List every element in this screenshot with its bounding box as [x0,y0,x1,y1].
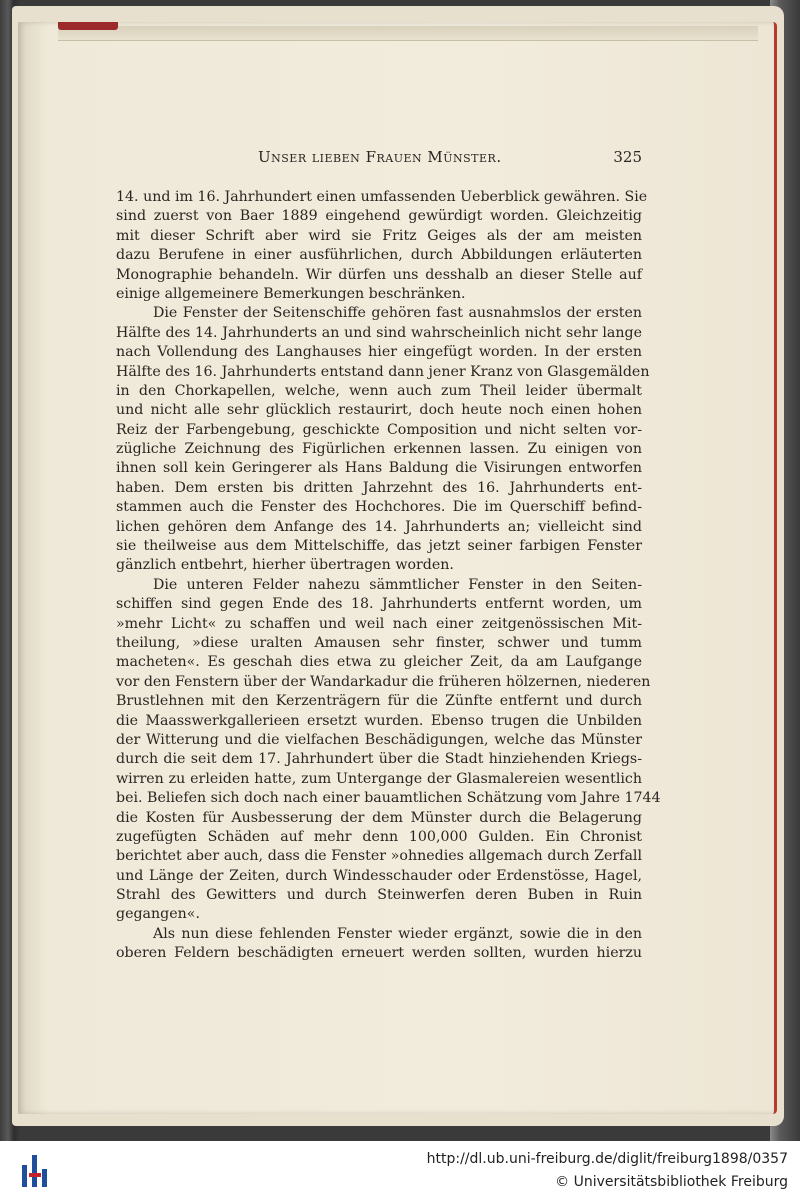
text-line: dazu Berufene in einer ausführlichen, durch Abbildungen erläuterten [116,247,642,264]
text-line: in den Chorkapellen, welche, wenn auch zum Theil leider übermalt [116,382,642,399]
text-line: durch die seit dem 17. Jahrhundert über die Stadt hinziehenden Kriegs- [116,751,642,768]
text-line: nach Vollendung des Langhauses hier eingefügt worden. In der ersten [116,344,642,361]
text-line: einige allgemeinere Bemerkungen beschränken. [116,285,466,302]
bookmark-ribbon [58,22,118,30]
text-line: Reiz der Farbengebung, geschickte Composition und nicht selten vor- [116,421,642,438]
text-line: vor den Fenstern über der Wandarkadur die früheren hölzernen, niederen [116,673,651,690]
text-line: stammen auch die Fenster des Hochchores. Die im Querschiff befind- [116,499,642,516]
body-text [116,188,661,964]
text-line: lichen gehören dem Anfange des 14. Jahrhunderts an; vielleicht sind [116,518,642,535]
page-header [116,148,642,170]
copyright-text: © Universitätsbibliothek Freiburg [555,1174,788,1190]
text-line: Strahl des Gewitters und durch Steinwerfen deren Buben in Ruin [116,887,642,904]
text-line: die Maasswerkgallerieen ersetzt wurden. Ebenso trugen die Unbilden [116,712,642,729]
text-line: mit dieser Schrift aber wird sie Fritz Geiges als der am meisten [116,227,642,244]
source-url[interactable]: http://dl.ub.uni-freiburg.de/diglit/freiburg1898/0357 [426,1151,788,1167]
text-line: Die Fenster der Seitenschiffe gehören fast ausnahmslos der ersten [153,305,642,322]
text-line: schiffen sind gegen Ende des 18. Jahrhunderts entfernt worden, um [116,596,642,613]
text-line: Die unteren Felder nahezu sämmtlicher Fenster in den Seiten- [153,576,642,593]
text-line: macheten«. Es geschah dies etwa zu gleicher Zeit, da am Laufgange [116,654,642,671]
text-line: Hälfte des 16. Jahrhunderts entstand dann jener Kranz von Glasgemälden [116,363,650,380]
text-line: oberen Feldern beschädigten erneuert werden sollten, wurden hierzu [116,945,642,962]
text-line: wirren zu erleiden hatte, zum Untergange der Glasmalereien wesentlich [116,770,642,787]
running-head: Unser lieben Frauen Münster. [258,148,502,166]
text-line: und Länge der Zeiten, durch Windesschauder oder Erdenstösse, Hagel, [116,867,642,884]
text-line: und nicht alle sehr glücklich restaurirt, doch heute noch einen hohen [116,402,642,419]
text-line: theilung, »diese uralten Amausen sehr finster, schwer und tumm [116,634,642,651]
text-line: berichtet aber auch, dass die Fenster »ohnedies allgemach durch Zerfall [116,848,642,865]
text-line: Brustlehnen mit den Kerzenträgern für die Zünfte entfernt und durch [116,693,642,710]
text-line: Als nun diese fehlenden Fenster wieder ergänzt, sowie die in den [153,925,642,942]
page-number: 325 [613,148,642,166]
text-line: bei. Beliefen sich doch nach einer bauamtlichen Schätzung vom Jahre 1744 [116,790,661,807]
text-line: Monographie behandeln. Wir dürfen uns desshalb an dieser Stelle auf [116,266,642,283]
text-line: »mehr Licht« zu schaffen und weil nach einer zeitgenössischen Mit- [116,615,642,632]
text-line: gänzlich entbehrt, hierher übertragen worden. [116,557,454,574]
text-line: 14. und im 16. Jahrhundert einen umfassenden Ueberblick gewähren. Sie [116,189,648,205]
text-line: ihnen soll kein Geringerer als Hans Baldung die Visirungen entworfen [116,460,642,477]
text-line: die Kosten für Ausbesserung der dem Münster durch die Belagerung [116,809,642,826]
text-line: sind zuerst von Baer 1889 eingehend gewürdigt worden. Gleichzeitig [116,208,642,225]
text-line: haben. Dem ersten bis dritten Jahrzehnt des 16. Jahrhunderts ent- [116,479,642,496]
ub-freiburg-logo-icon[interactable] [20,1151,50,1191]
viewer-footer [0,1141,800,1199]
text-line: zügliche Zeichnung des Figürlichen erkennen lassen. Zu einigen von [116,441,642,458]
text-line: Hälfte des 14. Jahrhunderts an und sind wahrscheinlich nicht sehr lange [116,324,642,341]
text-line: sie theilweise aus dem Mittelschiffe, das jetzt seiner farbigen Fenster [116,538,642,555]
text-line: zugefügten Schäden auf mehr denn 100,000 Gulden. Ein Chronist [116,828,642,845]
text-line: gegangen«. [116,906,200,923]
text-line: der Witterung und die vielfachen Beschädigungen, welche das Münster [116,731,642,748]
previous-page-strip [58,26,758,41]
